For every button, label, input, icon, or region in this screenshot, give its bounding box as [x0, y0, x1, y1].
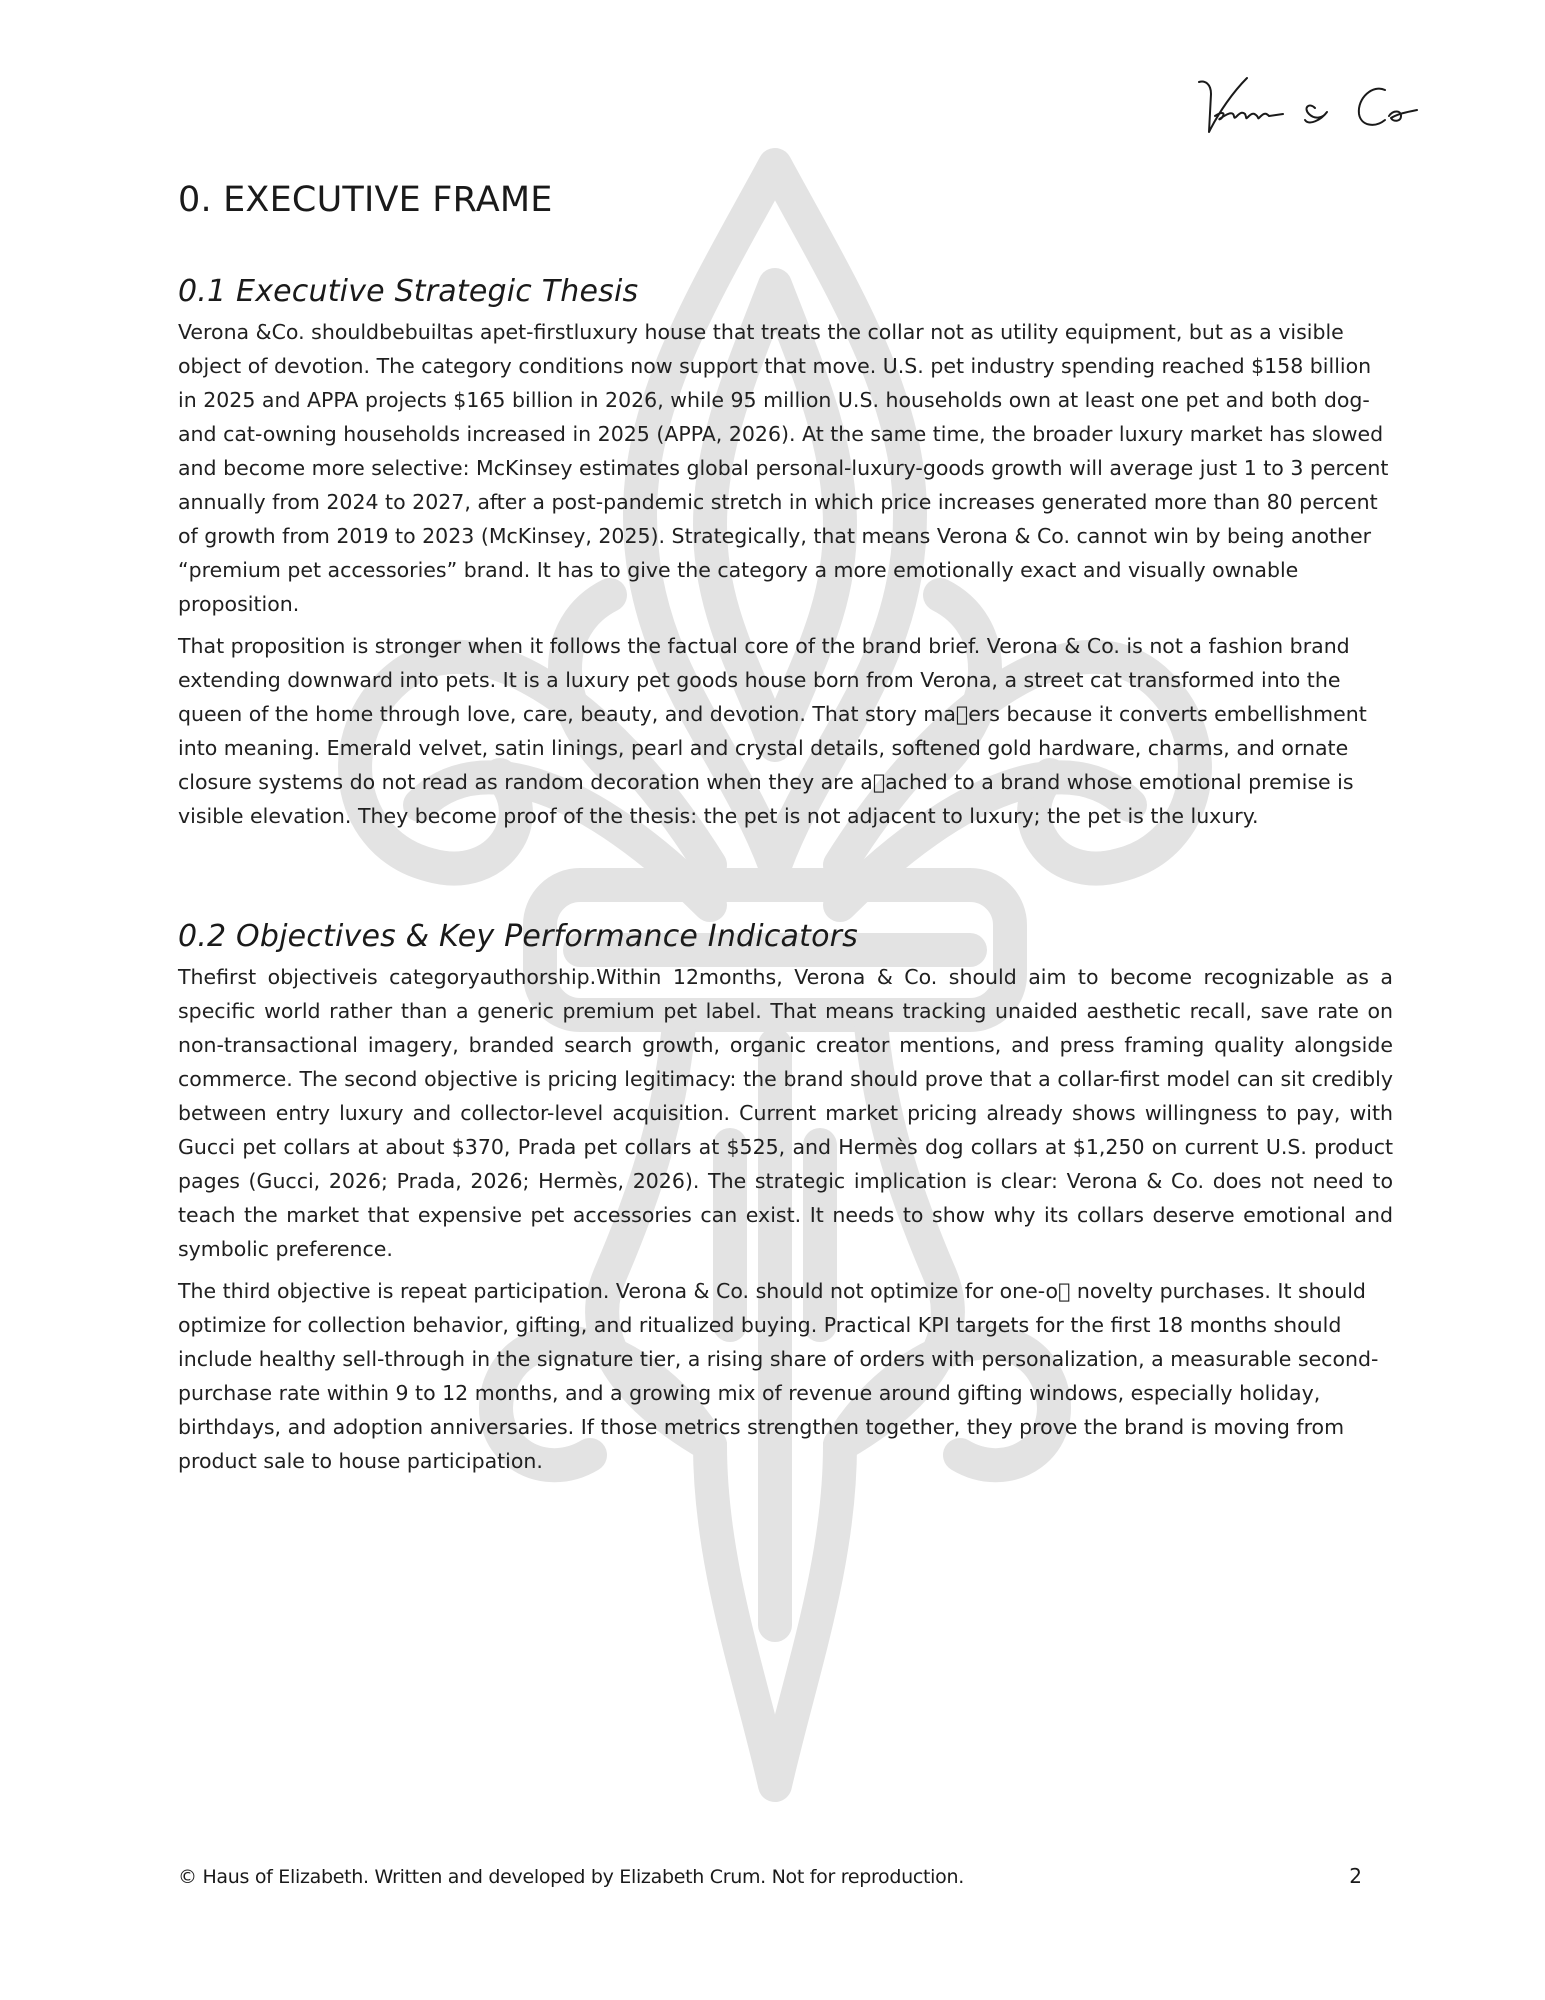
paragraph-thesis-2: That proposition is stronger when it follows the factual core of the brand brief. Verona & Co. is not a fashion brand extending downward into pets. It is a luxury pet goods house born from Verona, a street cat transformed into the queen of the home through love, care, beauty, and devotion. That story ma ers because it converts embellishment into meaning. Emerald velvet, satin linings, pearl and crystal details, softened gold hardware, charms, and ornate closure systems do not read as random decoration when they are a ached to a brand whose emotional premise is visible elevation. They become proof of the thesis: the pet is not adjacent to luxury; the pet is the luxury. — [178, 634, 1367, 828]
section-heading-executive-thesis: 0.1 Executive Strategic Thesis — [178, 274, 639, 309]
paragraph-objectives-1: Thefirst objectiveis categoryauthorship.Within 12months, Verona & Co. should aim to become recognizable as a specific world rather than a generic premium pet label. That means tracking unaided aesthetic recall, save rate on non-transactional imagery, branded search growth, organic creator mentions, and press framing quality alongside commerce. The second objective is pricing legitimacy: the brand should prove that a collar-first model can sit credibly between entry luxury and collector-level acquisition. Current market pricing already shows willingness to pay, with Gucci pet collars at about $370, Prada pet collars at $525, and Hermès dog collars at $1,250 on current U.S. product pages (Gucci, 2026; Prada, 2026; Hermès, 2026). The strategic implication is clear: Verona & Co. does not need to teach the market that expensive pet accessories can exist. It needs to show why its collars deserve emotional and symbolic preference. — [178, 965, 1393, 1261]
page-title: 0. EXECUTIVE FRAME — [178, 180, 553, 220]
paragraph-thesis-1: Verona &Co. shouldbebuiltas apet-firstluxury house that treats the collar not as utility equipment, but as a visible object of devotion. The category conditions now support that move. U.S. pet industry spending reached $158 billion in 2025 and APPA projects $165 billion in 2026, while 95 million U.S. households own at least one pet and both dog- and cat-owning households increased in 2025 (APPA, 2026). At the same time, the broader luxury market has slowed and become more selective: McKinsey estimates global personal-luxury-goods growth will average just 1 to 3 percent annually from 2024 to 2027, after a post-pandemic stretch in which price increases generated more than 80 percent of growth from 2019 to 2023 (McKinsey, 2025). Strategically, that means Verona & Co. cannot win by being another “premium pet accessories” brand. It has to give the category a more emotionally exact and visually ownable proposition. — [178, 320, 1389, 616]
page-number: 2 — [1349, 1864, 1362, 1888]
section-spacer — [178, 841, 1393, 919]
paragraph-objectives-2: The third objective is repeat participation. Verona & Co. should not optimize for one-o  novelty purchases. It should optimize for collection behavior, gifting, and ritualized buying. Practical KPI targets for the first 18 months should include healthy sell-through in the signature tier, a rising share of orders with personalization, a measurable second-purchase rate within 9 to 12 months, and a growing mix of revenue around gifting windows, especially holiday, birthdays, and adoption anniversaries. If those metrics strengthen together, they prove the brand is moving from product sale to house participation. — [178, 1279, 1379, 1473]
section-heading-objectives-kpis: 0.2 Objectives & Key Performance Indicators — [178, 919, 858, 954]
main-content — [178, 170, 1393, 1486]
verona-script-logo-icon — [1185, 68, 1435, 148]
footer-copyright: © Haus of Elizabeth. Written and developed by Elizabeth Crum. Not for reproduction. — [178, 1866, 964, 1888]
verona-script-logo — [1185, 68, 1435, 148]
